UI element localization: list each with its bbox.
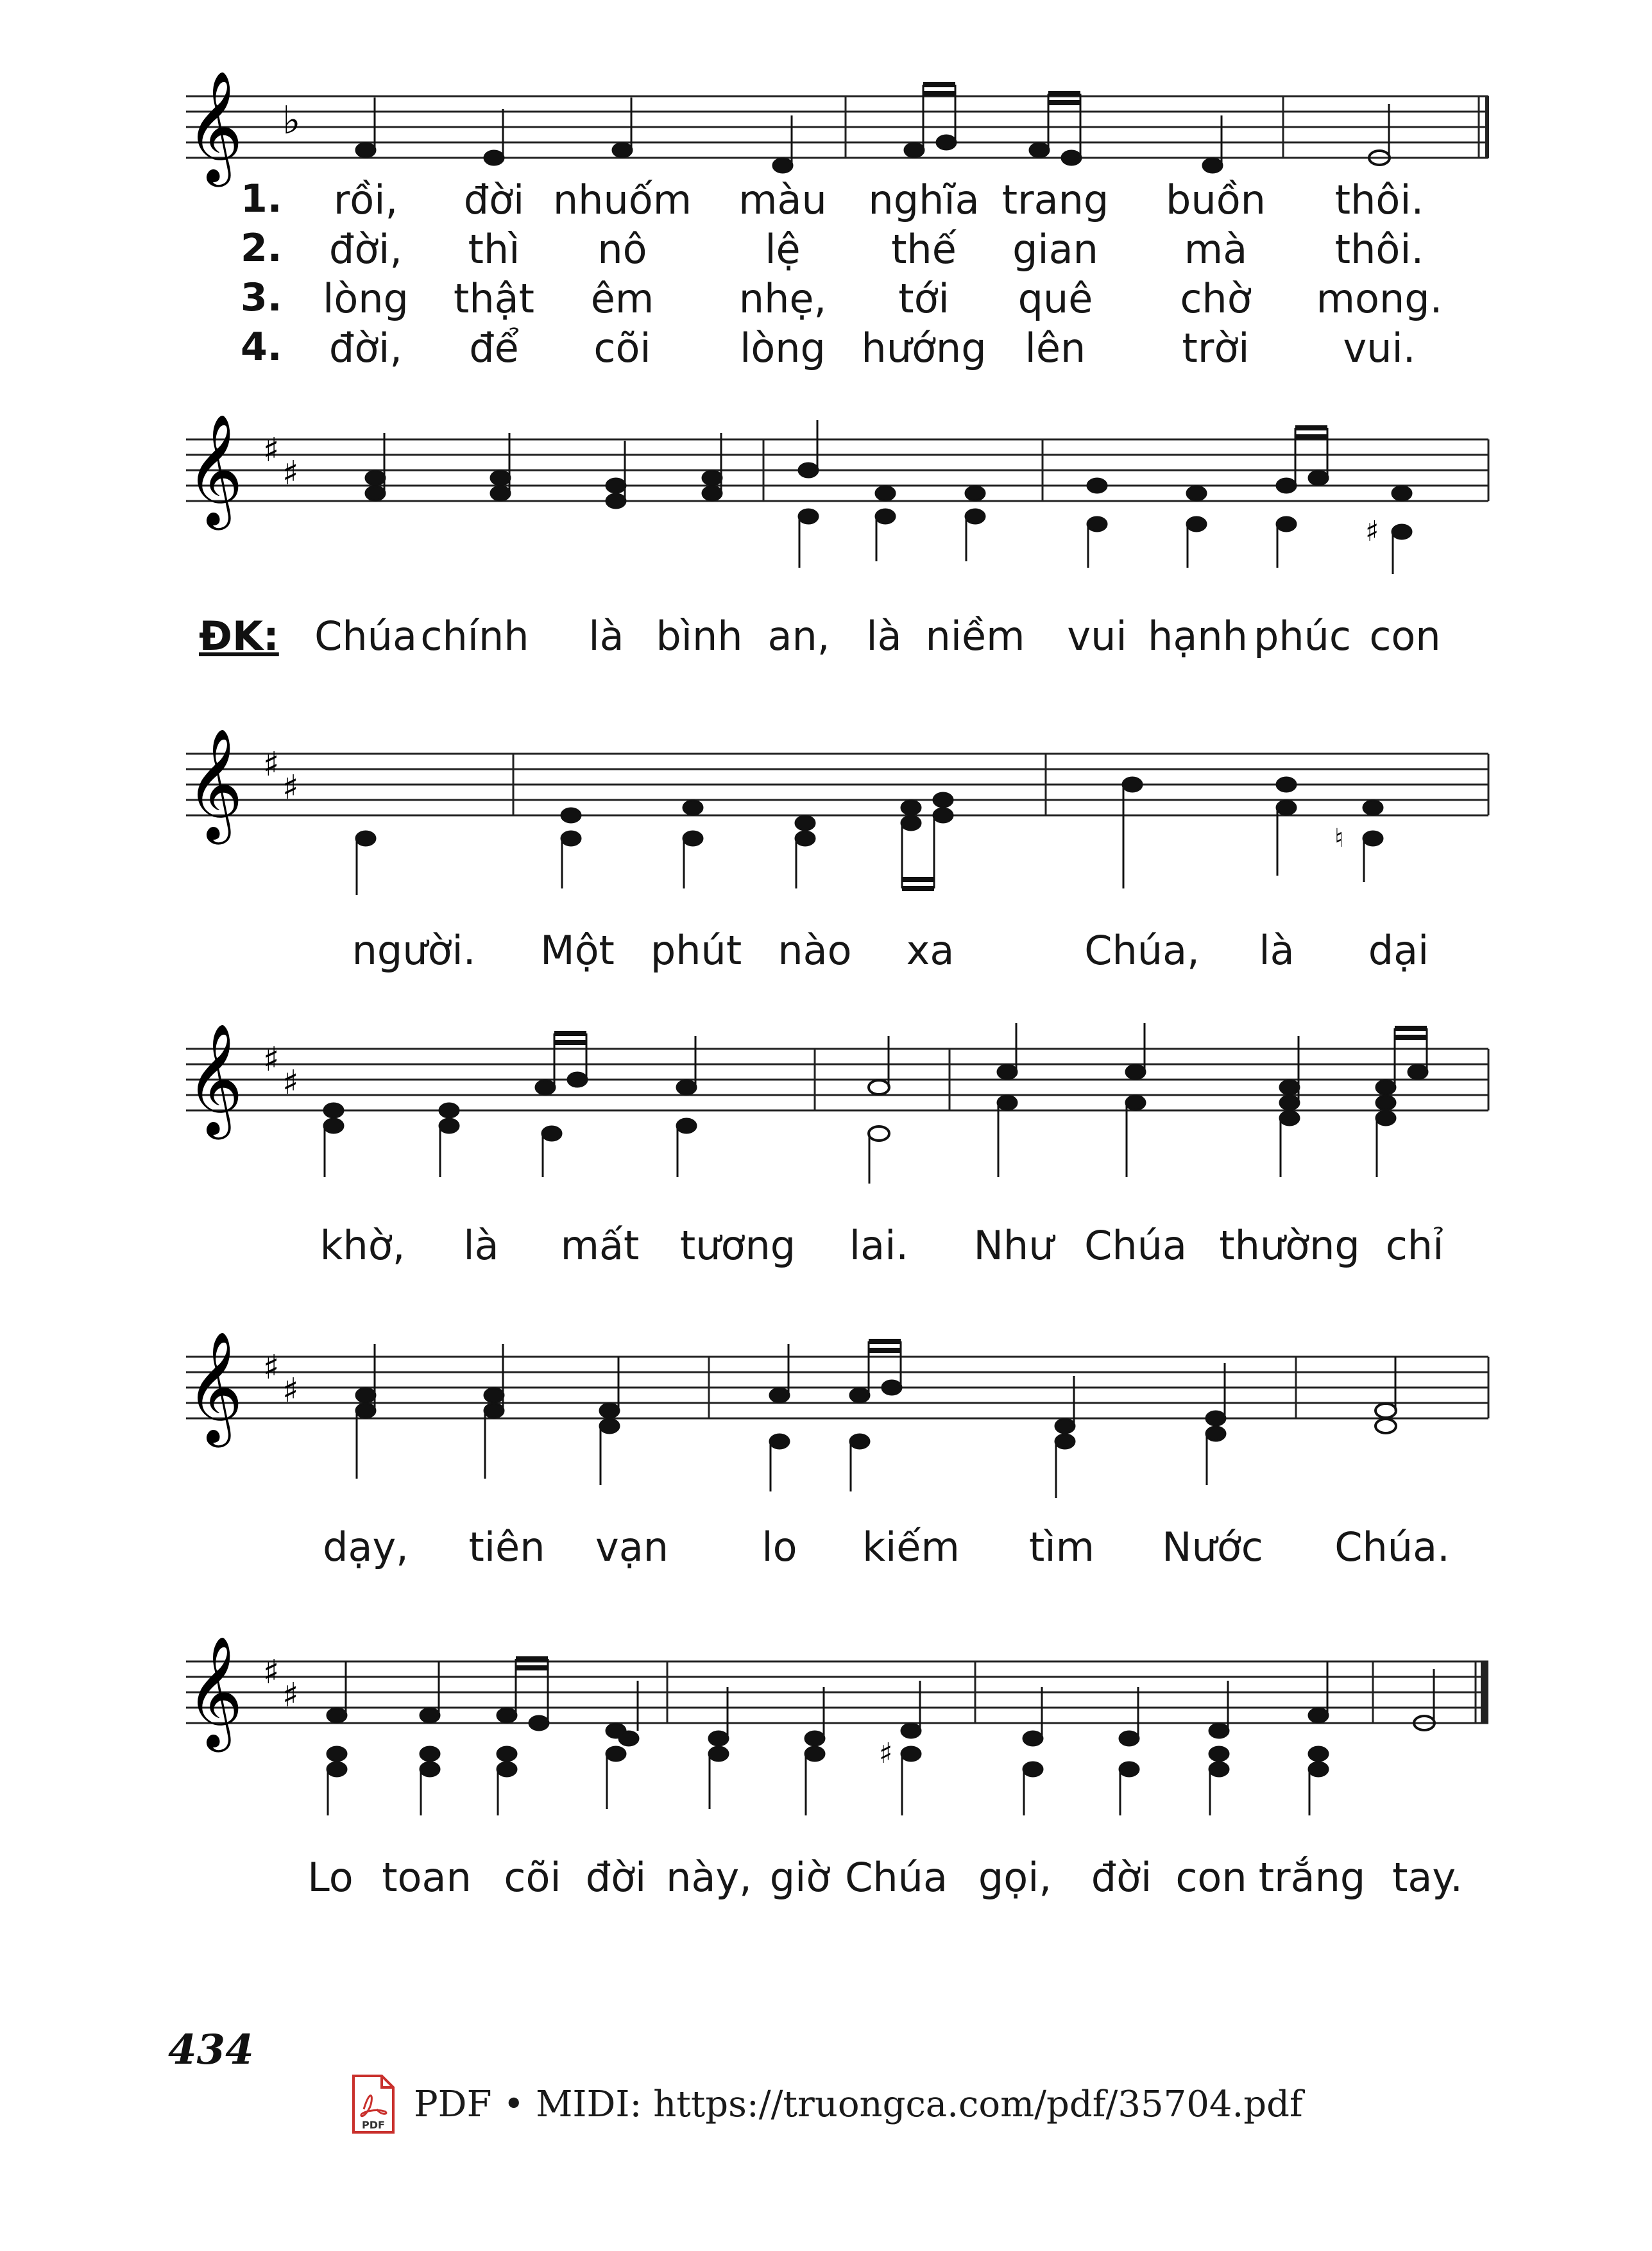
lyric-syllable: thôi.: [1334, 226, 1424, 273]
lyric-syllable: là: [866, 613, 902, 659]
lyric-syllable: bình: [656, 613, 743, 659]
lyric-syllable: chờ: [1180, 275, 1252, 322]
svg-text:𝄞: 𝄞: [186, 1023, 243, 1135]
lyric-syllable: tiên: [468, 1524, 545, 1570]
svg-text:♭: ♭: [282, 98, 301, 143]
lyric-syllable: thường: [1219, 1222, 1360, 1269]
lyric-syllable: thật: [454, 275, 534, 322]
lyric-syllable: Một: [540, 927, 615, 974]
lyric-syllable: lên: [1025, 325, 1086, 371]
svg-text:♮: ♮: [1334, 824, 1344, 853]
lyric-syllable: Nước: [1162, 1524, 1263, 1570]
lyric-syllable: để: [469, 325, 519, 371]
lyric-syllable: trời: [1182, 325, 1250, 371]
pdf-icon-label: PDF: [362, 2119, 385, 2131]
lyric-syllable: này,: [666, 1854, 752, 1901]
lyric-syllable: nghĩa: [868, 176, 980, 223]
lyric-syllable: nhẹ,: [738, 275, 827, 322]
footer-link-text[interactable]: PDF • MIDI: https://truongca.com/pdf/35704.pdf: [414, 2083, 1303, 2125]
lyric-syllable: giờ: [769, 1854, 831, 1901]
staff-3-notation: [173, 715, 1495, 908]
lyric-syllable: hạnh: [1148, 613, 1248, 659]
lyric-syllable: thôi.: [1334, 176, 1424, 223]
lyric-syllable: phúc: [1253, 613, 1352, 659]
svg-text:♯: ♯: [263, 1041, 280, 1079]
svg-text:♯: ♯: [282, 1064, 299, 1102]
lyric-syllable: vui: [1067, 613, 1127, 659]
lyric-syllable: êm: [590, 275, 654, 322]
lyric-syllable: dại: [1368, 927, 1429, 974]
staff-system-5: [173, 1318, 1495, 1594]
lyric-syllable: đời: [585, 1854, 647, 1901]
lyric-syllable: Chúa: [314, 613, 417, 659]
lyric-syllable: Lo: [307, 1854, 353, 1901]
lyric-syllable: cõi: [504, 1854, 561, 1901]
lyric-syllable: người.: [352, 927, 476, 974]
svg-text:♯: ♯: [263, 1653, 280, 1692]
svg-text:♯: ♯: [263, 745, 280, 784]
lyric-syllable: buồn: [1166, 176, 1266, 223]
lyric-syllable: lo: [762, 1524, 797, 1570]
lyric-syllable: là: [588, 613, 624, 659]
verse-number: 4.: [241, 325, 282, 370]
staff-system-4: [173, 1010, 1495, 1286]
svg-text:♯: ♯: [282, 1676, 299, 1715]
lyric-syllable: màu: [738, 176, 827, 223]
lyric-syllable: mất: [560, 1222, 640, 1269]
lyric-syllable: tìm: [1029, 1524, 1094, 1570]
lyric-syllable: cõi: [593, 325, 651, 371]
lyric-syllable: gian: [1012, 226, 1098, 273]
lyric-syllable: thì: [468, 226, 520, 273]
svg-text:𝄞: 𝄞: [186, 728, 243, 840]
svg-text:♯: ♯: [282, 454, 299, 493]
staff-system-6: [173, 1623, 1495, 1918]
lyric-syllable: nào: [778, 927, 852, 974]
lyric-syllable: đời: [463, 176, 525, 223]
lyric-syllable: lòng: [323, 275, 409, 322]
lyric-syllable: đời,: [328, 226, 403, 273]
lyric-syllable: lòng: [740, 325, 826, 371]
lyric-syllable: Như: [973, 1222, 1054, 1269]
lyric-syllable: vui.: [1343, 325, 1416, 371]
lyric-syllable: chỉ: [1385, 1222, 1444, 1269]
page-number: 434: [168, 2026, 254, 2074]
lyric-syllable: đời,: [328, 325, 403, 371]
verse-number: 1.: [241, 176, 282, 221]
lyric-syllable: an,: [767, 613, 830, 659]
staff-system-1: [173, 58, 1495, 391]
svg-text:𝄞: 𝄞: [186, 1636, 243, 1747]
lyric-syllable: chính: [420, 613, 529, 659]
lyric-syllable: toan: [382, 1854, 472, 1901]
lyric-syllable: khờ,: [319, 1222, 405, 1269]
lyric-syllable: niềm: [925, 613, 1025, 659]
verse-number: 3.: [241, 275, 282, 320]
lyric-syllable: nô: [597, 226, 647, 273]
lyric-syllable: kiếm: [862, 1524, 960, 1570]
svg-text:♯: ♯: [1365, 515, 1379, 548]
svg-text:𝄞: 𝄞: [186, 71, 243, 182]
lyric-syllable: xa: [906, 927, 955, 974]
lyric-syllable: mà: [1184, 226, 1248, 273]
staff-system-2: [173, 401, 1495, 677]
lyric-syllable: mong.: [1316, 275, 1443, 322]
svg-text:♯: ♯: [282, 769, 299, 807]
lyric-syllable: lai.: [849, 1222, 909, 1269]
lyric-syllable: đời: [1091, 1854, 1152, 1901]
lyric-syllable: Chúa,: [1084, 927, 1200, 974]
lyric-syllable: Chúa: [845, 1854, 948, 1901]
svg-text:♯: ♯: [282, 1372, 299, 1410]
lyric-syllable: con: [1175, 1854, 1247, 1901]
lyric-syllable: hướng: [861, 325, 987, 371]
lyric-syllable: con: [1369, 613, 1441, 659]
refrain-label: ĐK:: [199, 613, 279, 659]
lyric-syllable: tay.: [1392, 1854, 1463, 1901]
lyric-syllable: vạn: [595, 1524, 668, 1570]
lyric-syllable: là: [463, 1222, 499, 1269]
lyric-syllable: Chúa.: [1334, 1524, 1450, 1570]
staff-2-notation: [173, 401, 1495, 593]
staff-6-notation: [173, 1623, 1495, 1828]
lyric-syllable: lệ: [765, 226, 801, 273]
lyric-syllable: rồi,: [333, 176, 398, 223]
lyric-syllable: trắng: [1258, 1854, 1366, 1901]
staff-5-notation: [173, 1318, 1495, 1511]
svg-text:♯: ♯: [263, 431, 280, 470]
svg-text:♯: ♯: [879, 1737, 893, 1770]
pdf-file-icon: [350, 2073, 397, 2135]
lyric-syllable: Chúa: [1084, 1222, 1187, 1269]
svg-text:♯: ♯: [263, 1348, 280, 1387]
svg-text:𝄞: 𝄞: [186, 1331, 243, 1443]
lyric-syllable: trang: [1001, 176, 1109, 223]
lyric-syllable: là: [1259, 927, 1295, 974]
lyric-syllable: phút: [650, 927, 742, 974]
verse-number: 2.: [241, 226, 282, 271]
svg-text:𝄞: 𝄞: [186, 414, 243, 525]
lyric-syllable: quê: [1018, 275, 1093, 322]
lyric-syllable: tới: [898, 275, 949, 322]
lyric-syllable: dạy,: [323, 1524, 409, 1570]
lyric-syllable: nhuốm: [552, 176, 692, 223]
lyric-syllable: thế: [891, 226, 957, 273]
staff-4-notation: [173, 1010, 1495, 1203]
footer-link-bar[interactable]: [350, 2069, 1303, 2139]
staff-system-3: [173, 715, 1495, 991]
lyric-syllable: gọi,: [978, 1854, 1052, 1901]
lyric-syllable: tương: [679, 1222, 796, 1269]
